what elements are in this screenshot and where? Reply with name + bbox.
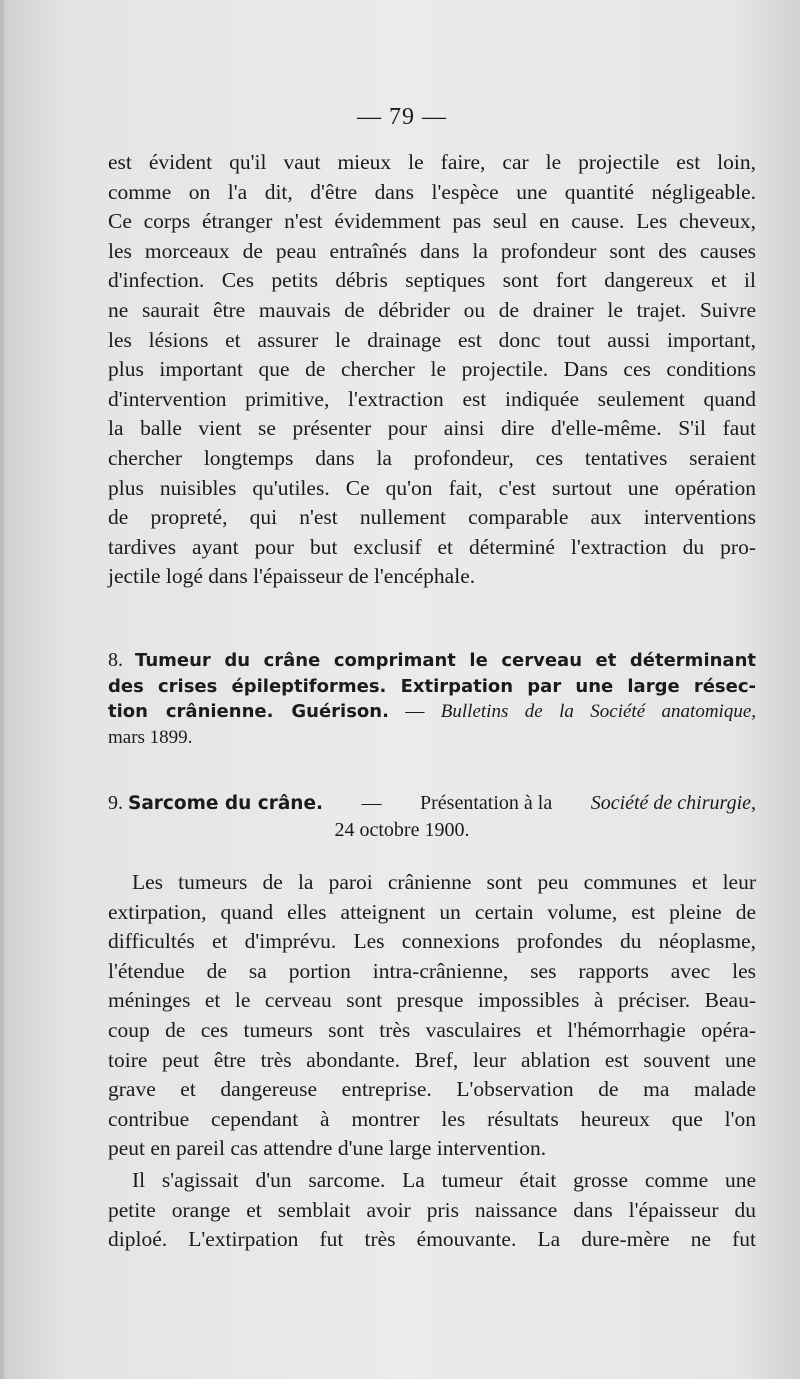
entry-title: Sarcome du crâne. xyxy=(128,793,324,814)
text-line: est évident qu'il vaut mieux le faire, car le projectile est loin, xyxy=(108,150,756,174)
bibliography-entry-9 xyxy=(108,790,756,844)
text-line: la balle vient se présenter pour ainsi dire d'elle-même. S'il faut xyxy=(108,416,756,441)
text-line: les morceaux de peau entraînés dans la profondeur sont des causes xyxy=(108,238,756,263)
text-line: chercher longtemps dans la profondeur, ces tentatives seraient xyxy=(108,445,756,470)
text-line: de propreté, qui n'est nullement comparable aux interventions xyxy=(108,505,756,530)
entry-date: mars 1899. xyxy=(108,726,193,748)
bibliography-entry-8 xyxy=(108,648,756,750)
entry-dash: — xyxy=(405,701,425,722)
paragraph-1 xyxy=(108,148,756,592)
text-line: tardives ayant pour but exclusif et déterminé l'extraction du pro- xyxy=(108,534,756,559)
text-line: petite orange et semblait avoir pris naissance dans l'épaisseur du xyxy=(108,1197,756,1222)
text-line: grave et dangereuse entreprise. L'observation de ma malade xyxy=(108,1077,756,1102)
text-line: jectile logé dans l'épaisseur de l'encéphale. xyxy=(108,564,476,589)
text-line: contribue cependant à montrer les résultats heureux que l'on xyxy=(108,1106,756,1131)
text-line: l'étendue de sa portion intra-crânienne, ses rapports avec les xyxy=(108,958,756,983)
text-line: diploé. L'extirpation fut très émouvante. La dure-mère ne fut xyxy=(108,1227,756,1252)
book-page xyxy=(4,0,800,1379)
entry-dash: — xyxy=(361,792,382,814)
text-line: Il s'agissait d'un sarcome. La tumeur était grosse comme une xyxy=(132,1168,756,1192)
text-line: d'infection. Ces petits débris septiques sont fort dangereux et il xyxy=(108,268,756,293)
text-line: coup de ces tumeurs sont très vasculaires et l'hémorrhagie opéra- xyxy=(108,1017,756,1042)
text-line: plus nuisibles qu'utiles. Ce qu'on fait, c'est surtout une opération xyxy=(108,475,756,500)
entry-number: 8. xyxy=(108,649,123,671)
text-line: peut en pareil cas attendre d'une large intervention. xyxy=(108,1136,547,1161)
entry-source: Bulletins de la Société anatomique, xyxy=(440,701,757,722)
text-line: les lésions et assurer le drainage est donc tout aussi important, xyxy=(108,327,756,352)
paragraph-2 xyxy=(108,868,756,1164)
text-line: toire peut être très abondante. Bref, leur ablation est souvent une xyxy=(108,1047,756,1072)
entry-number: 9. xyxy=(108,792,123,814)
entry-title: des crises épileptiformes. Extirpation par une large résec- xyxy=(108,675,756,697)
text-line: méninges et le cerveau sont presque impossibles à préciser. Beau- xyxy=(108,988,756,1013)
text-line: plus important que de chercher le projectile. Dans ces conditions xyxy=(108,357,756,382)
page-number: — 79 — xyxy=(357,104,447,130)
text-line: Ce corps étranger n'est évidemment pas seul en cause. Les cheveux, xyxy=(108,209,756,234)
text-line: ne saurait être mauvais de débrider ou de drainer le trajet. Suivre xyxy=(108,297,756,322)
text-line: Les tumeurs de la paroi crânienne sont peu communes et leur xyxy=(132,870,756,894)
entry-title: Tumeur du crâne comprimant le cerveau et déterminant xyxy=(135,650,756,671)
text-line: difficultés et d'imprévu. Les connexions profondes du néoplasme, xyxy=(108,929,756,954)
text-line: d'intervention primitive, l'extraction est indiquée seulement quand xyxy=(108,386,756,411)
paragraph-3 xyxy=(108,1166,756,1255)
text-line: comme on l'a dit, d'être dans l'espèce une quantité négligeable. xyxy=(108,179,756,204)
entry-source: Société de chirurgie, xyxy=(590,792,756,814)
entry-presentation: Présentation à la xyxy=(420,792,553,814)
text-line: extirpation, quand elles atteignent un certain volume, est pleine de xyxy=(108,899,756,924)
entry-title: tion crânienne. Guérison. xyxy=(108,701,389,722)
entry-date: 24 octobre 1900. xyxy=(334,819,470,841)
